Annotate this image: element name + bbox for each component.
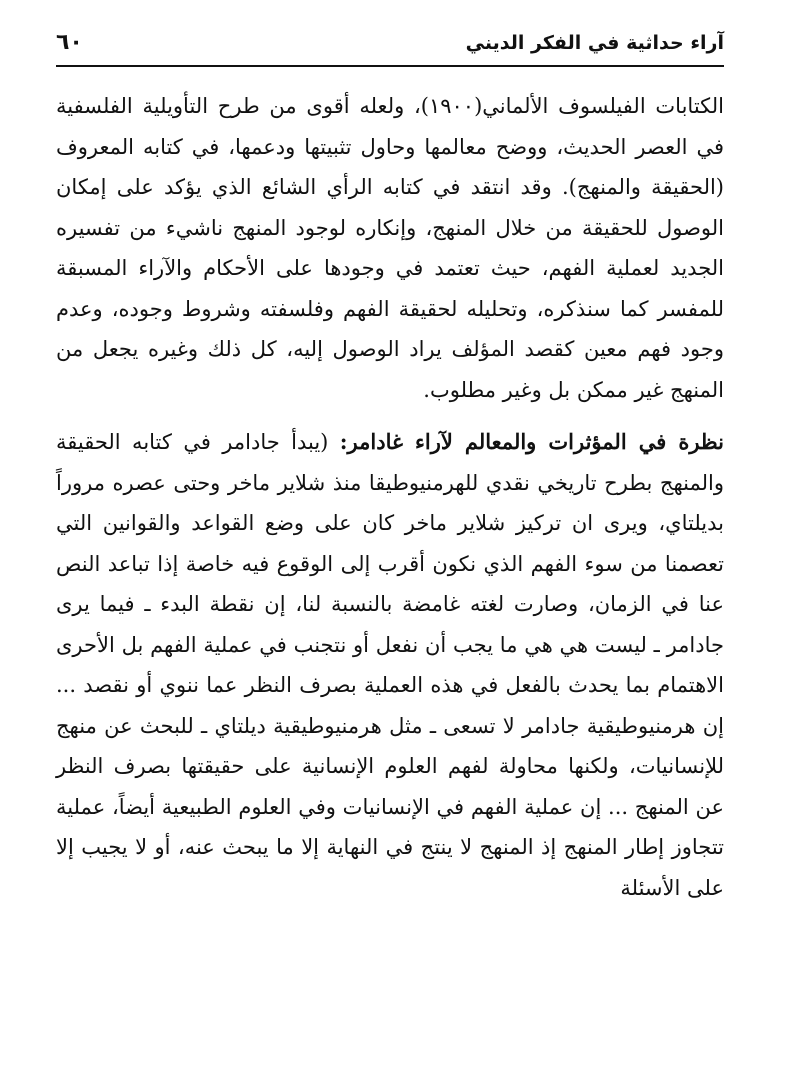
header-rule	[56, 65, 724, 67]
paragraph-2	[56, 422, 724, 908]
book-page	[56, 0, 724, 1090]
section-heading-inline: نظرة في المؤثرات والمعالم لآراء غادامر:	[339, 429, 724, 454]
running-head	[56, 22, 724, 58]
body-text	[56, 86, 724, 908]
paragraph-2-text: (يبدأ جادامر في كتابه الحقيقة والمنهج بطرح تاريخي نقدي للهرمنيوطيقا منذ شلاير ماخر وحتى عصره مروراً بديلتاي، ويرى ان تركيز شلاير ماخر كان على وضع القواعد والقوانين التي تعصمنا من سوء الفهم الذي نكون أقرب إلى الوقوع فيه خاصة إذا تباعد النص عنا في الزمان، وصارت لغته غامضة بالنسبة لنا، إن نقطة البدء ـ فيما يرى جادامر ـ ليست هي هي ما يجب أن نفعل أو نتجنب في عملية الفهم بل الأحرى الاهتمام بما يحدث بالفعل في هذه العملية بصرف النظر عما ننوي أو نقصد ... إن هرمنيوطيقية جادامر لا تسعى ـ مثل هرمنيوطيقية ديلتاي ـ للبحث عن منهج للإنسانيات، ولكنها محاولة لفهم العلوم الإنسانية على حقيقتها بصرف النظر عن المنهج ... إن عملية الفهم في الإنسانيات وفي العلوم الطبيعية أيضاً، عملية تتجاوز إطار المنهج إذ المنهج لا ينتج في النهاية إلا ما يبحث عنه، أو لا يجيب إلا على الأسئلة	[56, 430, 724, 900]
running-head-title: آراء حداثية في الفكر الديني	[465, 32, 724, 54]
page-number: ٦٠	[56, 30, 83, 55]
paragraph-1: الكتابات الفيلسوف الألماني(١٩٠٠)، ولعله أقوى من طرح التأويلية الفلسفية في العصر الحديث، ووضح معالمها وحاول تثبيتها ودعمها، في كتابه المعروف (الحقيقة والمنهج). وقد انتقد في كتابه الرأي الشائع الذي يؤكد على إمكان الوصول للحقيقة من خلال المنهج، وإنكاره لوجود المنهج ناشيء من تفسيره الجديد لعملية الفهم، حيث تعتمد في وجودها على الأحكام والآراء المسبقة للمفسر كما سنذكره، وتحليله لحقيقة الفهم وفلسفته وشروط وجوده، وعدم وجود فهم معين كقصد المؤلف يراد الوصول إليه، كل ذلك وغيره يجعل من المنهج غير ممكن بل وغير مطلوب.	[56, 94, 724, 402]
